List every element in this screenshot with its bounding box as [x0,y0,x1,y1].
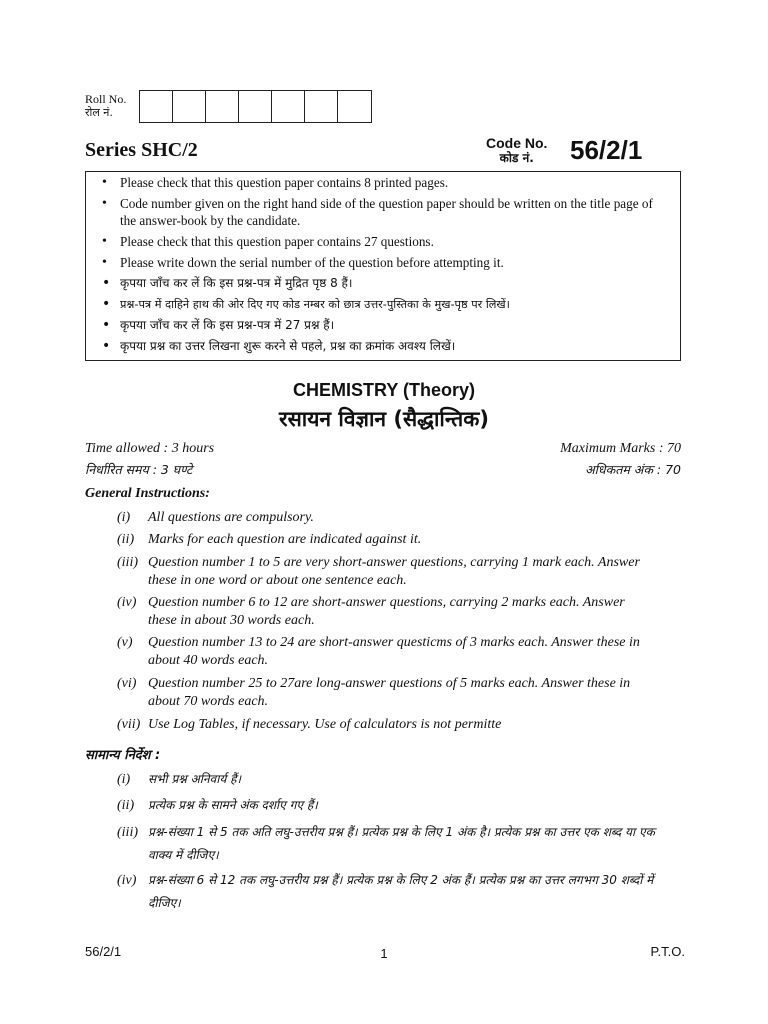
instruction-item [117,554,657,589]
roll-number-boxes [139,90,372,123]
instruction-text: Use Log Tables, if necessary. Use of calculators is not permitte [148,717,502,732]
roll-number-box[interactable] [305,91,338,122]
instruction-item-hindi [117,821,657,867]
instruction-text: Marks for each question are indicated against it. [148,532,422,547]
subject-title-en: CHEMISTRY (Theory) [292,380,475,400]
hindi-instructions-heading: सामान्य निर्देश : [85,748,161,763]
notes-list [98,174,668,355]
instruction-number: (iii) [117,825,138,840]
roll-number-box[interactable] [338,91,371,122]
instruction-number: (iii) [117,555,138,570]
code-number-label [486,136,547,166]
series-label: Series SHC/2 [85,139,198,161]
roll-number-box[interactable] [206,91,239,122]
note-item: • Please check that this question paper contains 8 printed pages. [120,174,668,191]
instruction-item [117,716,657,734]
instruction-text: सभी प्रश्न अनिवार्य हैं। [148,772,242,786]
roll-number-label [85,92,126,120]
time-allowed-en: Time allowed : 3 hours [85,441,215,456]
instruction-text: All questions are compulsory. [148,510,314,525]
code-number-value: 56/2/1 [570,135,643,165]
instruction-item [117,509,657,527]
roll-label-en: Roll No. [85,92,127,106]
subject-title-hi: रसायन विज्ञान (सैद्धान्तिक) [279,407,489,431]
note-item-hindi: • कृपया प्रश्न का उत्तर लिखना शुरू करने से पहले, प्रश्न का क्रमांक अवश्य लिखें। [120,338,668,355]
roll-number-box[interactable] [239,91,272,122]
roll-number-box[interactable] [140,91,173,122]
general-instructions-heading: General Instructions: [85,486,210,501]
maximum-marks-en: Maximum Marks : 70 [560,441,681,456]
note-item-hindi: • कृपया जाँच कर लें कि इस प्रश्न-पत्र में 27 प्रश्न हैं। [120,317,668,334]
instruction-number: (i) [117,510,131,525]
code-label-en: Code No. [486,135,548,151]
roll-number-box[interactable] [173,91,206,122]
footer-pto: P.T.O. [650,944,685,959]
instruction-item [117,531,657,549]
instruction-text: Question number 13 to 24 are short-answer questicms of 3 marks each. Answer these in about 40 words each. [148,635,640,668]
code-label-hi: कोड नं. [499,151,534,165]
instruction-text: Question number 6 to 12 are short-answer questions, carrying 2 marks each. Answer these in about 30 words each. [148,595,625,628]
instruction-number: (vii) [117,717,141,732]
roll-number-box[interactable] [272,91,305,122]
instruction-item-hindi [117,768,657,791]
instruction-item [117,594,657,629]
notes-box [85,171,681,361]
instruction-text: Question number 1 to 5 are very short-answer questions, carrying 1 mark each. Answer these in one word or about one sentence each. [148,555,640,588]
note-item: • Please write down the serial number of the question before attempting it. [120,254,668,271]
roll-label-hi: रोल नं. [85,106,113,119]
instruction-number: (ii) [117,532,135,547]
time-allowed-hi: निर्धारित समय : 3 घण्टे [85,462,193,477]
instruction-text: Question number 25 to 27are long-answer questions of 5 marks each. Answer these in about 70 words each. [148,676,631,709]
instruction-number: (vi) [117,676,137,691]
note-item: • Code number given on the right hand side of the question paper should be written on the title page of the answer-book by the candidate. [120,195,668,229]
note-item: • Please check that this question paper contains 27 questions. [120,233,668,250]
instruction-item-hindi [117,794,657,817]
instruction-text: प्रश्न-संख्या 6 से 12 तक लघु-उत्तरीय प्रश्न हैं। प्रत्येक प्रश्न के लिए 2 अंक हैं। प्रत्येक प्रश्न का उत्तर लगभग 30 शब्दों में दीजिए। [148,873,654,910]
instruction-item-hindi [117,869,657,915]
page-number: 1 [380,946,388,961]
note-item-hindi: • कृपया जाँच कर लें कि इस प्रश्न-पत्र में मुद्रित पृष्ठ 8 हैं। [120,275,668,292]
note-item-hindi: • प्रश्न-पत्र में दाहिने हाथ की ओर दिए गए कोड नम्बर को छात्र उत्तर-पुस्तिका के मुख-पृष्ठ पर लिखें। [120,296,668,313]
instruction-number: (iv) [117,595,137,610]
instruction-number: (i) [117,772,131,787]
maximum-marks-hi: अधिकतम अंक : 70 [585,462,681,477]
instruction-number: (ii) [117,798,135,813]
footer-code: 56/2/1 [85,944,122,959]
instruction-item [117,675,657,710]
instruction-number: (iv) [117,873,137,888]
instruction-item [117,634,657,669]
instruction-text: प्रत्येक प्रश्न के सामने अंक दर्शाए गए हैं। [148,798,318,812]
instruction-number: (v) [117,635,133,650]
instruction-text: प्रश्न-संख्या 1 से 5 तक अति लघु-उत्तरीय प्रश्न हैं। प्रत्येक प्रश्न के लिए 1 अंक है। प्रत्येक प्रश्न का उत्तर एक शब्द या एक वाक्य में दीजिए। [148,825,655,862]
